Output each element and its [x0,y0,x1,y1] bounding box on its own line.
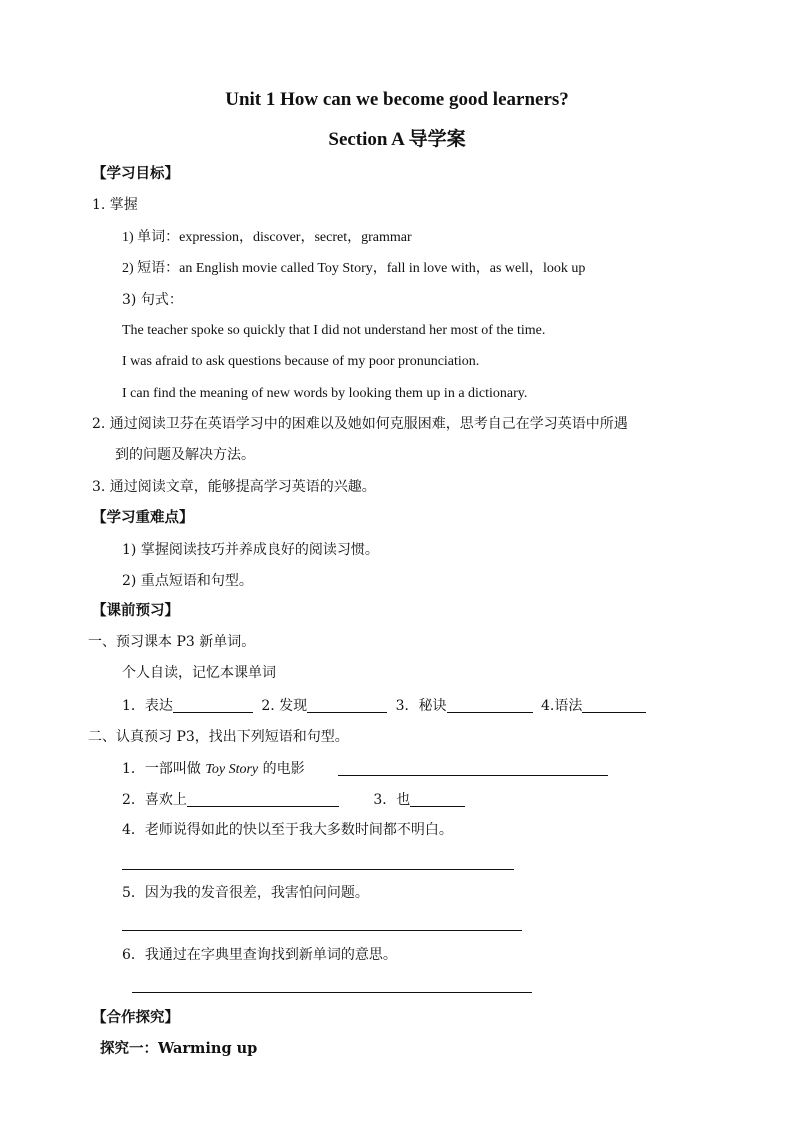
goal-sentence-2: I was afraid to ask questions because of my poor pronunciation. [122,354,480,369]
preview-part-1: 一、预习课本 P3 新单词。 [88,634,256,650]
question-5-answer-line[interactable] [122,930,522,931]
question-3-text: 3．也 [373,792,411,808]
question-2-blank[interactable] [187,792,339,807]
goal-sentence-3: I can find the meaning of new words by looking them up in a dictionary. [122,386,528,401]
question-2-text: 2．喜欢上 [122,792,187,808]
question-1-movie-title: Toy Story [205,762,259,777]
question-1-text-end: 的电影 [258,761,305,777]
question-6-answer-line[interactable] [132,992,532,993]
page-title: Unit 1 How can we become good learners? [225,89,569,110]
question-1-text: 1．一部叫做 [122,761,206,777]
preview-part-1-note: 个人自读，记忆本课单词 [122,665,276,681]
question-4-answer-line[interactable] [122,869,514,870]
vocab-2-blank[interactable] [307,698,387,713]
goal-phrases: 2) 短语：an English movie called Toy Story，fall in love with，as well，look up [122,261,586,276]
goal-sentence-1: The teacher spoke so quickly that I did not understand her most of the time. [122,323,546,338]
question-1 [122,762,305,777]
question-4: 4．老师说得如此的快以至于我大多数时间都不明白。 [122,822,453,838]
question-5: 5．因为我的发音很差，我害怕问问题。 [122,885,369,901]
question-6: 6．我通过在字典里查询找到新单词的意思。 [122,947,397,963]
goal-item-3: 3. 通过阅读文章，能够提高学习英语的兴趣。 [92,479,376,495]
vocab-1-label: 1．表达 [122,698,173,714]
goal-words: 1) 单词：expression，discover，secret，grammar [122,230,412,245]
preview-part-2: 二、认真预习 P3，找出下列短语和句型。 [88,729,349,745]
vocab-4-label: 4.语法 [541,698,583,714]
cooperate-heading: 【合作探究】 [92,1009,179,1026]
goal-item-2: 2. 通过阅读卫芬在英语学习中的困难以及她如何克服困难，思考自己在学习英语中所遇 [92,416,628,432]
vocab-2-label: 2. 发现 [261,698,308,714]
key-points-heading: 【学习重难点】 [92,509,194,526]
vocab-3-blank[interactable] [447,698,533,713]
goal-sentences-label: 3) 句式： [122,292,183,308]
goals-heading: 【学习目标】 [92,165,179,182]
key-point-2: 2) 重点短语和句型。 [122,573,253,589]
vocab-fill-row [122,698,650,713]
key-point-1: 1) 掌握阅读技巧并养成良好的阅读习惯。 [122,542,379,558]
goal-item-2-cont: 到的问题及解决方法。 [115,447,255,463]
goal-item-1: 1. 掌握 [92,197,138,213]
preview-heading: 【课前预习】 [92,602,179,619]
vocab-3-label: 3．秘诀 [395,698,447,714]
vocab-4-blank[interactable] [582,698,646,713]
page-subtitle: Section A 导学案 [328,129,466,150]
question-3-blank[interactable] [410,792,465,807]
question-2-3-row [122,792,469,807]
explore-1-heading: 探究一：Warming up [100,1040,258,1057]
question-1-answer-line[interactable] [338,775,608,776]
vocab-1-blank[interactable] [173,698,253,713]
